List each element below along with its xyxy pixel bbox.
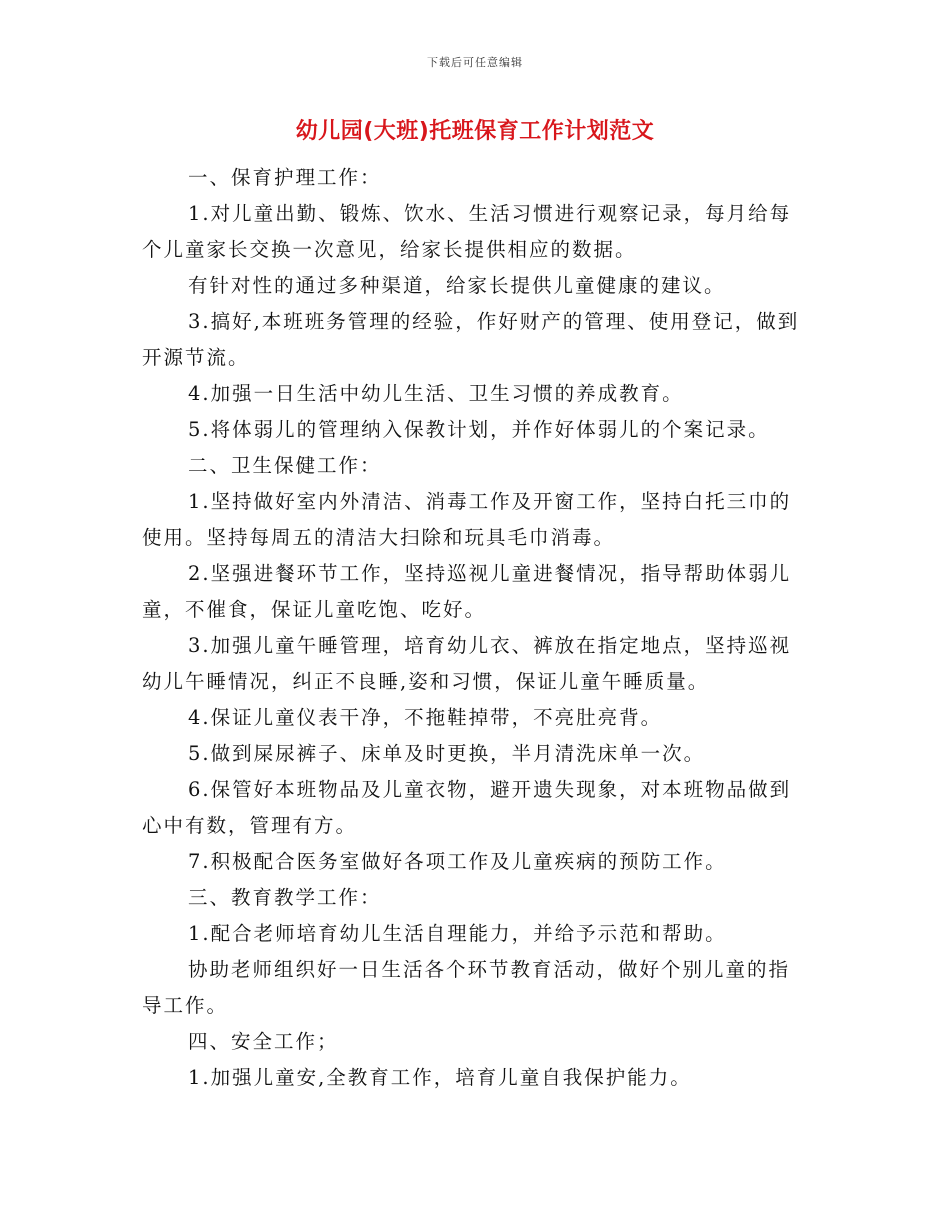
paragraph: 6.保管好本班物品及儿童衣物，避开遗失现象，对本班物品做到心中有数，管理有方。 [142, 778, 792, 837]
paragraph: 3.加强儿童午睡管理，培育幼儿衣、裤放在指定地点，坚持巡视幼儿午睡情况，纠正不良睡,姿和习惯，保证儿童午睡质量。 [142, 634, 792, 693]
document-body [142, 160, 808, 1096]
paragraph: 4.加强一日生活中幼儿生活、卫生习惯的养成教育。 [188, 382, 684, 405]
section-heading: 二、卫生保健工作： [188, 454, 382, 477]
section-heading: 三、教育教学工作： [188, 886, 382, 909]
section-heading: 一、保育护理工作： [188, 166, 382, 189]
section-heading: 四、安全工作； [188, 1030, 339, 1053]
paragraph: 5.做到屎尿裤子、床单及时更换，半月清洗床单一次。 [188, 742, 706, 765]
paragraph: 4.保证儿童仪表干净，不拖鞋掉带，不亮肚亮背。 [188, 706, 663, 729]
paragraph: 5.将体弱儿的管理纳入保教计划，并作好体弱儿的个案记录。 [188, 418, 770, 441]
paragraph: 2.坚强进餐环节工作，坚持巡视儿童进餐情况，指导帮助体弱儿童，不催食，保证儿童吃饱、吃好。 [142, 562, 792, 621]
paragraph: 1.加强儿童安,全教育工作，培育儿童自我保护能力。 [188, 1066, 692, 1089]
paragraph: 1.配合老师培育幼儿生活自理能力，并给予示范和帮助。 [188, 922, 727, 945]
paragraph: 有针对性的通过多种渠道，给家长提供儿童健康的建议。 [188, 274, 726, 297]
paragraph: 3.搞好,本班班务管理的经验，作好财产的管理、使用登记，做到开源节流。 [142, 310, 800, 369]
paragraph: 1.坚持做好室内外清洁、消毒工作及开窗工作，坚持白托三巾的使用。坚持每周五的清洁大扫除和玩具毛巾消毒。 [142, 490, 792, 549]
paragraph: 1.对儿童出勤、锻炼、饮水、生活习惯进行观察记录，每月给每个儿童家长交换一次意见，给家长提供相应的数据。 [142, 202, 792, 261]
header-note: 下载后可任意编辑 [427, 56, 523, 69]
paragraph: 协助老师组织好一日生活各个环节教育活动，做好个别儿童的指导工作。 [142, 958, 791, 1017]
paragraph: 7.积极配合医务室做好各项工作及儿童疾病的预防工作。 [188, 850, 727, 873]
document-title: 幼儿园(大班)托班保育工作计划范文 [295, 119, 655, 144]
